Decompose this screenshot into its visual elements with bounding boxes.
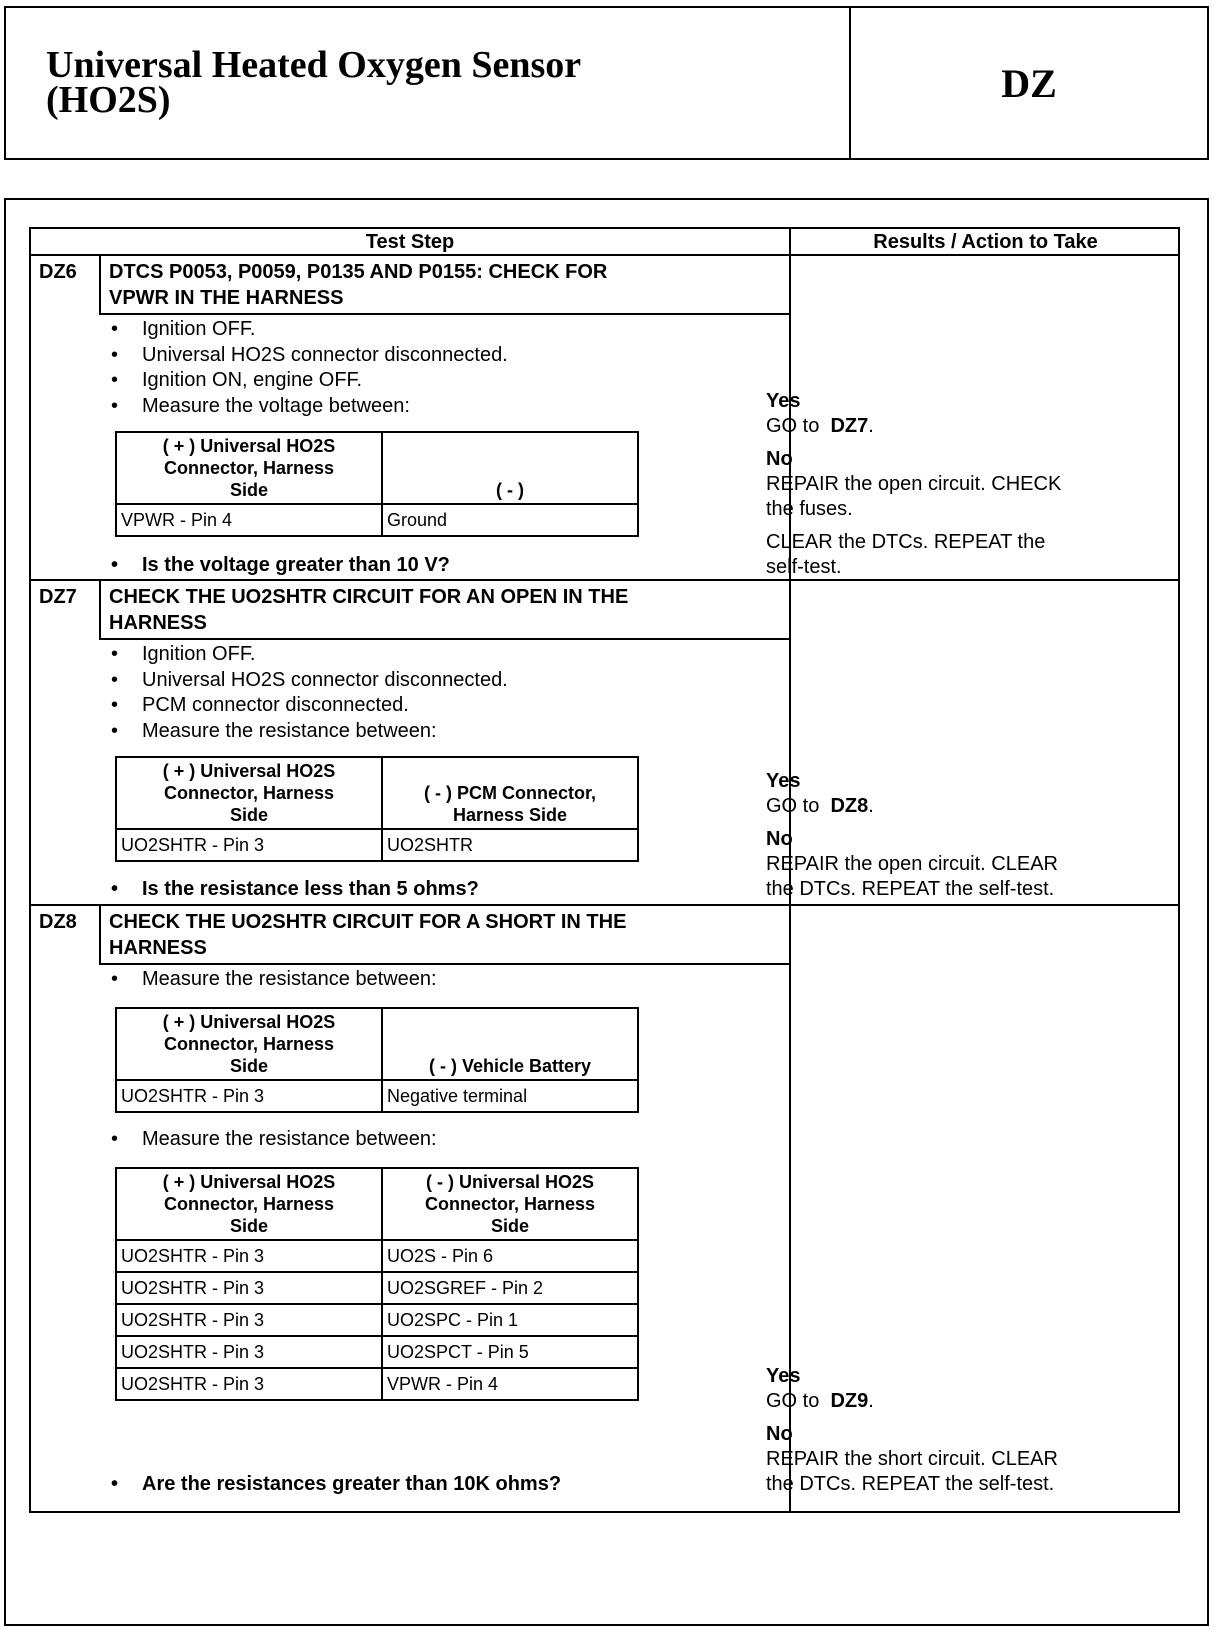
result-no-text: REPAIR the open circuit. CHECK bbox=[766, 473, 1062, 495]
header-line: Side bbox=[229, 1216, 268, 1236]
connector-header-positive bbox=[116, 1008, 382, 1080]
table-cell: UO2SPCT - Pin 5 bbox=[382, 1336, 638, 1368]
step-id-divider bbox=[99, 255, 101, 315]
step-id-divider bbox=[99, 905, 101, 965]
result-no-label: No bbox=[766, 448, 793, 470]
table-cell: VPWR - Pin 4 bbox=[382, 1368, 638, 1400]
header-line: ( + ) Universal HO2S bbox=[162, 436, 336, 456]
result-no-text: REPAIR the short circuit. CLEAR bbox=[766, 1448, 1058, 1470]
connector-table bbox=[115, 756, 639, 862]
result-no-text: REPAIR the open circuit. CLEAR bbox=[766, 853, 1058, 875]
table-cell: Negative terminal bbox=[382, 1080, 638, 1112]
step-title bbox=[109, 909, 779, 961]
result-yes-target[interactable]: DZ8 bbox=[830, 795, 869, 817]
table-row bbox=[116, 1304, 638, 1336]
header-line: ( - ) bbox=[496, 480, 524, 500]
test-step-table bbox=[29, 227, 1180, 1513]
instruction-item: • Ignition ON, engine OFF. bbox=[109, 368, 769, 394]
instruction-item: • Universal HO2S connector disconnected. bbox=[109, 343, 769, 369]
result-no-text: CLEAR the DTCs. REPEAT the bbox=[766, 531, 1046, 553]
table-row bbox=[116, 504, 638, 536]
result-yes-label: Yes bbox=[766, 1365, 801, 1387]
instruction-item: • PCM connector disconnected. bbox=[109, 693, 769, 719]
table-row bbox=[116, 829, 638, 861]
header-line: Connector, Harness bbox=[163, 1194, 335, 1214]
header-line: ( - ) Vehicle Battery bbox=[428, 1056, 592, 1076]
result-no-text: self-test. bbox=[766, 556, 842, 578]
result-no-text: the DTCs. REPEAT the self-test. bbox=[766, 1473, 1055, 1495]
title-line-1: Universal Heated Oxygen Sensor bbox=[46, 44, 582, 86]
step-title-line: CHECK THE UO2SHTR CIRCUIT FOR A SHORT IN THE bbox=[109, 911, 627, 933]
step-result bbox=[766, 769, 1166, 902]
step-title-line: DTCS P0053, P0059, P0135 AND P0155: CHECK FOR bbox=[109, 261, 608, 283]
table-cell: VPWR - Pin 4 bbox=[116, 504, 382, 536]
table-cell: UO2SHTR - Pin 3 bbox=[116, 1240, 382, 1272]
header-rule bbox=[31, 254, 1178, 256]
step-title-line: HARNESS bbox=[109, 937, 207, 959]
connector-table bbox=[115, 1007, 639, 1113]
step-instructions bbox=[109, 642, 769, 744]
instruction-item: • Measure the resistance between: bbox=[109, 967, 769, 993]
step-title-rule bbox=[99, 638, 789, 640]
table-cell: UO2SHTR - Pin 3 bbox=[116, 1368, 382, 1400]
step-title bbox=[109, 259, 779, 311]
header-line: Connector, Harness bbox=[424, 1194, 596, 1214]
table-cell: UO2SHTR - Pin 3 bbox=[116, 1272, 382, 1304]
connector-header-positive bbox=[116, 1168, 382, 1240]
step-result bbox=[766, 389, 1166, 580]
result-yes-text: GO to bbox=[766, 415, 820, 437]
header-line: Side bbox=[229, 805, 268, 825]
instruction-item: • Ignition OFF. bbox=[109, 642, 769, 668]
table-cell: UO2S - Pin 6 bbox=[382, 1240, 638, 1272]
table-row bbox=[116, 1272, 638, 1304]
step-question: • Is the voltage greater than 10 V? bbox=[109, 553, 450, 577]
col-header-test-step: Test Step bbox=[365, 231, 455, 253]
result-yes-label: Yes bbox=[766, 770, 801, 792]
header-line: Connector, Harness bbox=[163, 458, 335, 478]
step-title-line: HARNESS bbox=[109, 612, 207, 634]
connector-header-negative bbox=[382, 432, 638, 504]
result-yes-text: GO to bbox=[766, 1390, 820, 1412]
table-row bbox=[116, 1240, 638, 1272]
table-row bbox=[116, 1080, 638, 1112]
step-instructions bbox=[109, 967, 769, 993]
header-line: ( + ) Universal HO2S bbox=[162, 1172, 336, 1192]
header-line: Harness Side bbox=[452, 805, 568, 825]
step-title bbox=[109, 584, 779, 636]
table-cell: UO2SGREF - Pin 2 bbox=[382, 1272, 638, 1304]
result-no-text: the fuses. bbox=[766, 498, 853, 520]
result-yes-label: Yes bbox=[766, 390, 801, 412]
table-cell: UO2SHTR - Pin 3 bbox=[116, 1080, 382, 1112]
table-row bbox=[116, 1368, 638, 1400]
table-cell: UO2SPC - Pin 1 bbox=[382, 1304, 638, 1336]
result-yes-action: GO to DZ9. bbox=[766, 1390, 874, 1412]
instruction-item: • Ignition OFF. bbox=[109, 317, 769, 343]
result-no-label: No bbox=[766, 828, 793, 850]
table-row bbox=[116, 1336, 638, 1368]
header-line: ( + ) Universal HO2S bbox=[162, 761, 336, 781]
page-header bbox=[4, 6, 1209, 160]
table-cell: UO2SHTR - Pin 3 bbox=[116, 829, 382, 861]
connector-header-positive bbox=[116, 757, 382, 829]
result-yes-action: GO to DZ7. bbox=[766, 415, 874, 437]
step-id: DZ8 bbox=[39, 911, 77, 933]
step-id: DZ6 bbox=[39, 261, 77, 283]
table-cell: UO2SHTR - Pin 3 bbox=[116, 1304, 382, 1336]
step-instructions bbox=[109, 1127, 769, 1153]
instruction-item: • Universal HO2S connector disconnected. bbox=[109, 668, 769, 694]
result-no-text: the DTCs. REPEAT the self-test. bbox=[766, 878, 1055, 900]
connector-header-positive bbox=[116, 432, 382, 504]
result-yes-text: GO to bbox=[766, 795, 820, 817]
instruction-item: • Measure the resistance between: bbox=[109, 1127, 769, 1153]
step-title-rule bbox=[99, 963, 789, 965]
result-yes-action: GO to DZ8. bbox=[766, 795, 874, 817]
connector-header-negative bbox=[382, 1008, 638, 1080]
header-line: Connector, Harness bbox=[163, 783, 335, 803]
step-title-line: CHECK THE UO2SHTR CIRCUIT FOR AN OPEN IN THE bbox=[109, 586, 629, 608]
instruction-item: • Measure the resistance between: bbox=[109, 719, 769, 745]
header-line: ( - ) PCM Connector, bbox=[424, 783, 596, 803]
connector-header-negative bbox=[382, 757, 638, 829]
header-line: Side bbox=[229, 1056, 268, 1076]
page-title bbox=[46, 44, 826, 121]
step-question: • Are the resistances greater than 10K ohms? bbox=[109, 1472, 561, 1496]
step-title-line: VPWR IN THE HARNESS bbox=[109, 287, 344, 309]
step-separator bbox=[31, 904, 1178, 906]
header-line: Connector, Harness bbox=[163, 1034, 335, 1054]
step-instructions bbox=[109, 317, 769, 419]
section-code: DZ bbox=[1001, 60, 1057, 106]
header-line: Side bbox=[229, 480, 268, 500]
step-title-rule bbox=[99, 313, 789, 315]
header-line: Side bbox=[490, 1216, 529, 1236]
step-id-divider bbox=[99, 580, 101, 640]
col-header-results: Results / Action to Take bbox=[873, 231, 1098, 253]
connector-header-negative bbox=[382, 1168, 638, 1240]
title-line-2: (HO2S) bbox=[46, 79, 171, 121]
result-no-label: No bbox=[766, 1423, 793, 1445]
result-yes-target[interactable]: DZ7 bbox=[830, 415, 869, 437]
step-id: DZ7 bbox=[39, 586, 77, 608]
table-cell: UO2SHTR - Pin 3 bbox=[116, 1336, 382, 1368]
header-line: ( - ) Universal HO2S bbox=[425, 1172, 595, 1192]
table-cell: Ground bbox=[382, 504, 638, 536]
step-question: • Is the resistance less than 5 ohms? bbox=[109, 877, 479, 901]
instruction-item: • Measure the voltage between: bbox=[109, 394, 769, 420]
result-yes-target[interactable]: DZ9 bbox=[830, 1390, 869, 1412]
header-line: ( + ) Universal HO2S bbox=[162, 1012, 336, 1032]
connector-table bbox=[115, 431, 639, 537]
step-result bbox=[766, 1364, 1166, 1497]
connector-table bbox=[115, 1167, 639, 1401]
step-separator bbox=[31, 579, 1178, 581]
table-cell: UO2SHTR bbox=[382, 829, 638, 861]
